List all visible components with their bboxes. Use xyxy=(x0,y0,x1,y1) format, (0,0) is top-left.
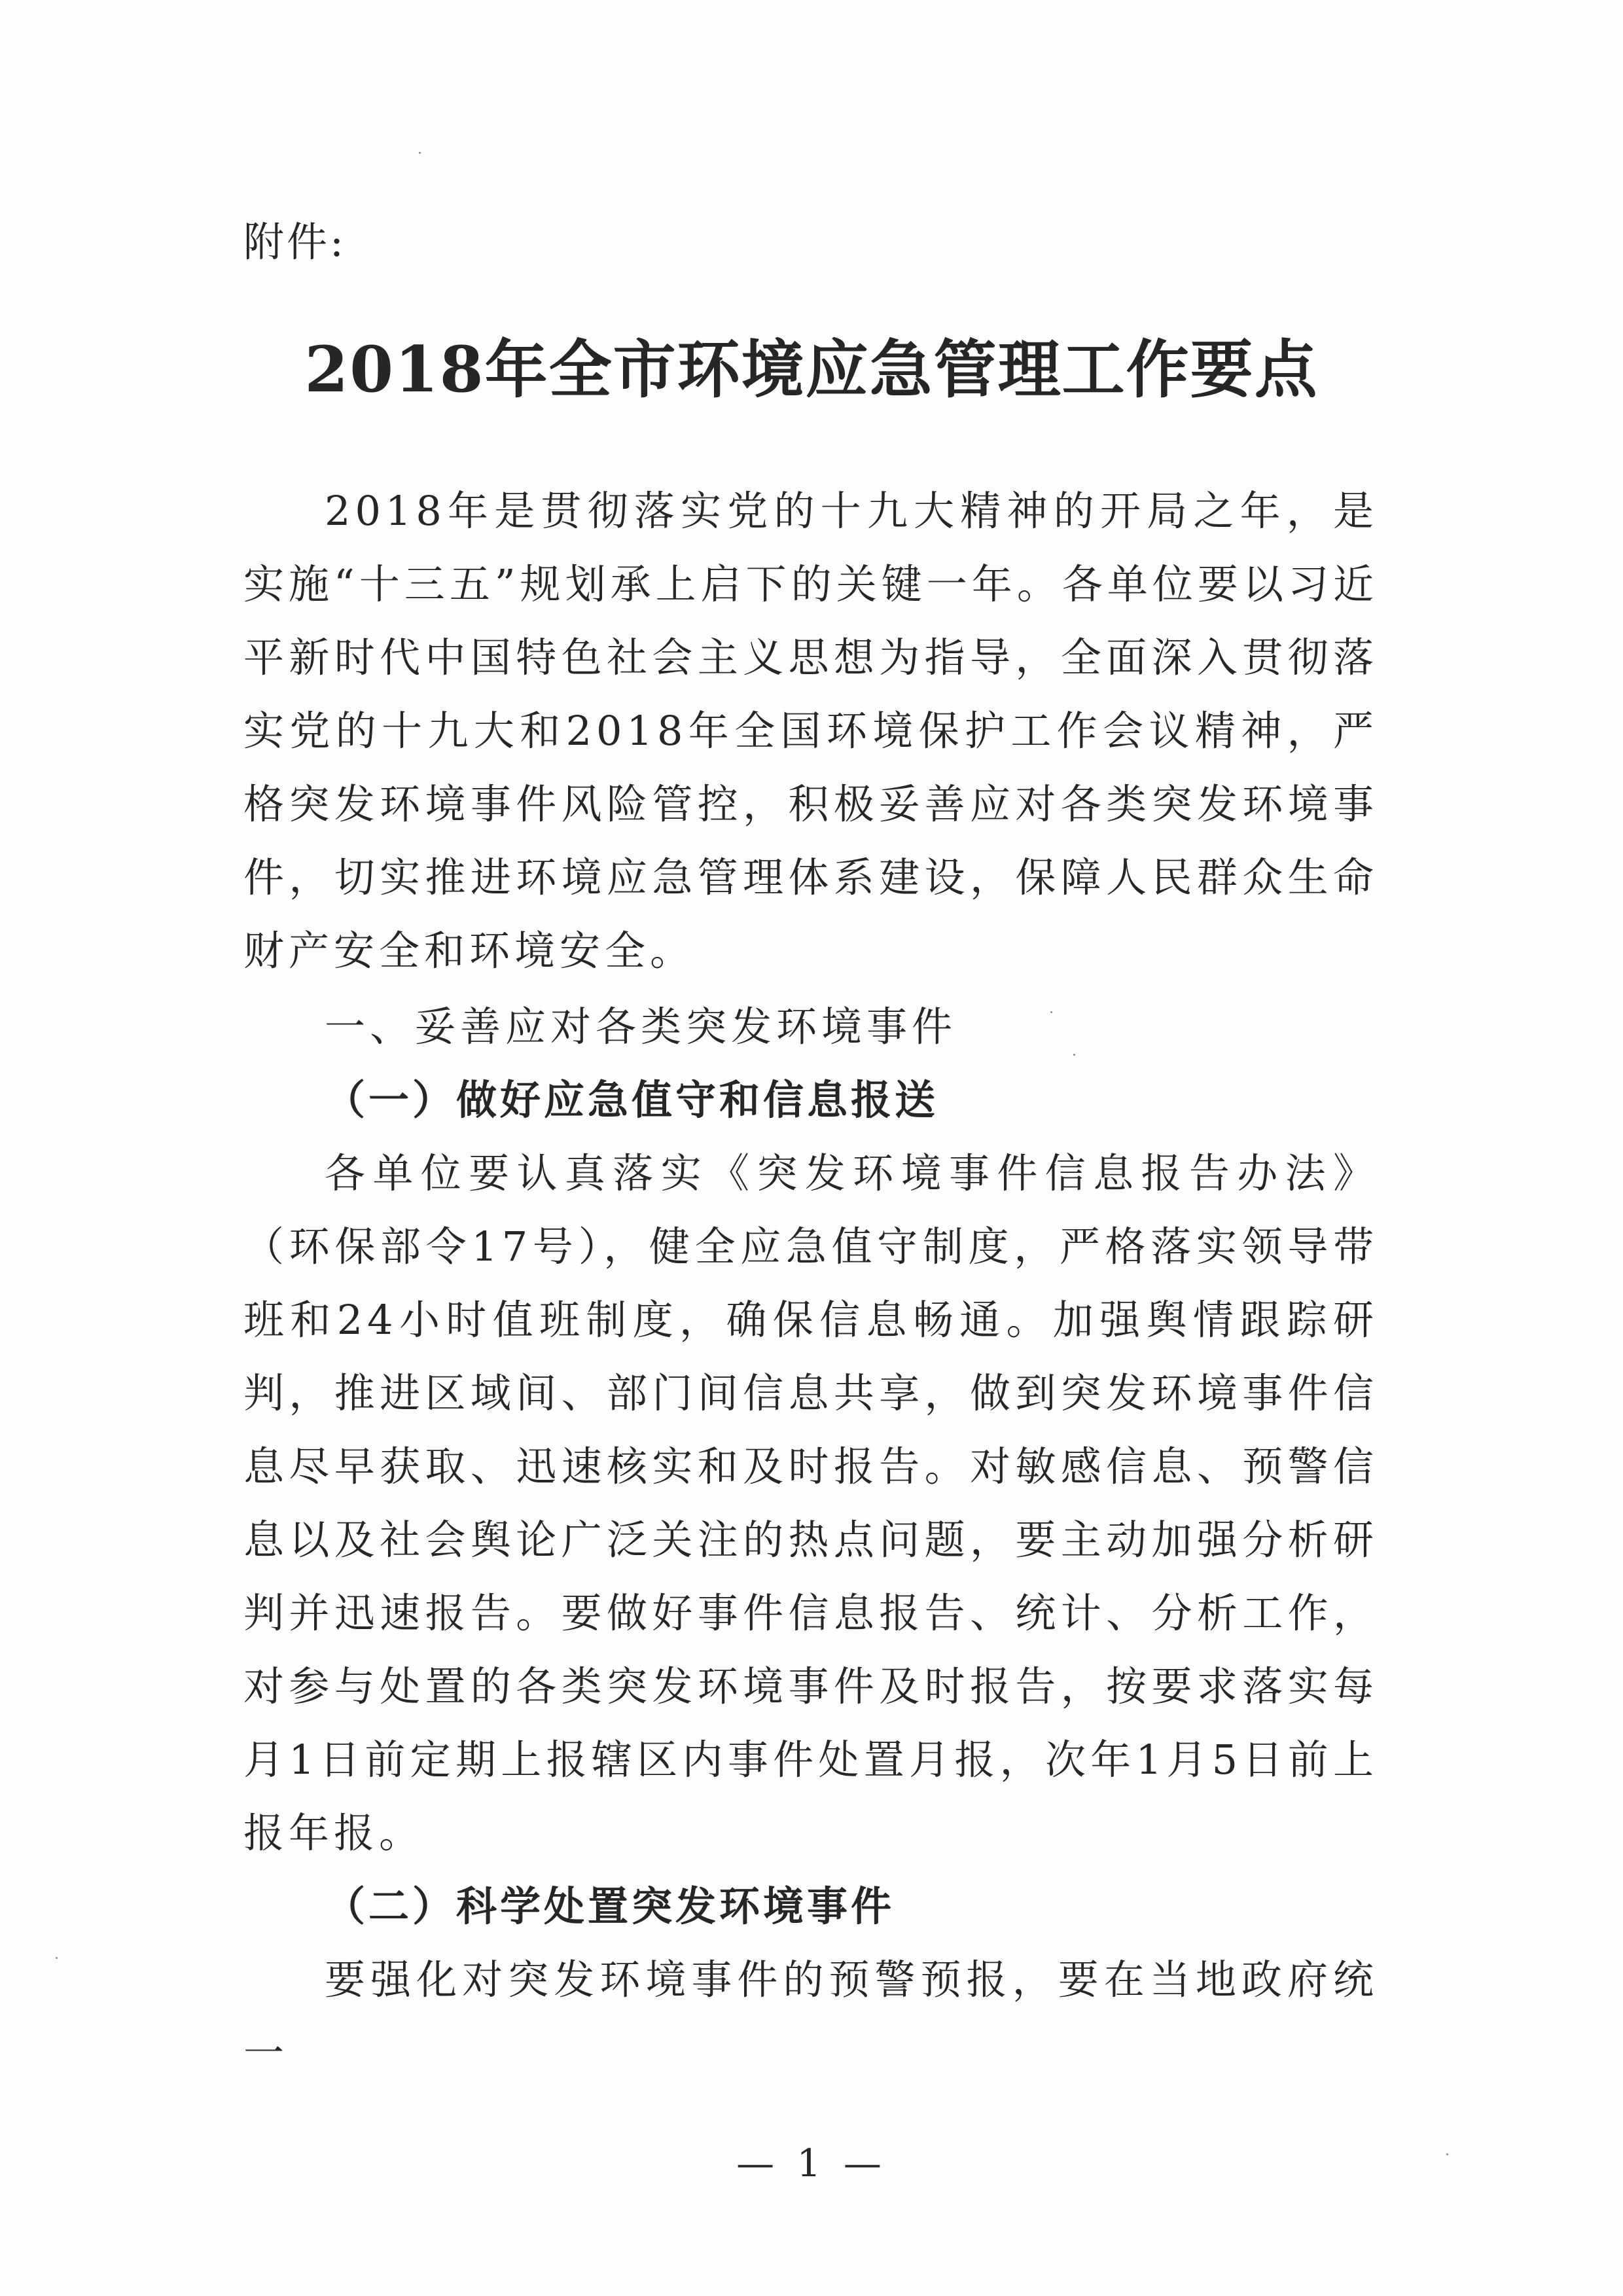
scan-speck xyxy=(1050,1011,1052,1013)
page-number: — 1 — xyxy=(736,2141,887,2185)
section-heading: 一、妥善应对各类突发环境事件 xyxy=(325,1003,957,1050)
subsection-paragraph: 要强化对突发环境事件的预警预报，要在当地政府统一 xyxy=(243,1956,1378,2077)
document-body xyxy=(243,475,1378,2090)
subsection-paragraph: 各单位要认真落实《突发环境事件信息报告办法》（环保部令17号），健全应急值守制度，严格落实领导带班和24小时值班制度，确保信息畅通。加强舆情跟踪研判，推进区域间、部门间信息共享，做到突发环境事件信息尽早获取、迅速核实和及时报告。对敏感信息、预警信息以及社会舆论广泛关注的热点问题，要主动加强分析研判并迅速报告。要做好事件信息报告、统计、分析工作，对参与处置的各类突发环境事件及时报告，按要求落实每月1日前定期上报辖区内事件处置月报，次年1月5日前上报年报。 xyxy=(243,1149,1378,1857)
intro-paragraph: 2018年是贯彻落实党的十九大精神的开局之年，是实施“十三五”规划承上启下的关键一年。各单位要以习近平新时代中国特色社会主义思想为指导，全面深入贯彻落实党的十九大和2018年全国环境保护工作会议精神，严格突发环境事件风险管控，积极妥善应对各类突发环境事件，切实推进环境应急管理体系建设，保障人民群众生命财产安全和环境安全。 xyxy=(243,487,1378,975)
subsection-heading: （二）科学处置突发环境事件 xyxy=(325,1882,895,1930)
scan-speck xyxy=(56,1957,58,1959)
scan-speck xyxy=(419,152,421,154)
subsection-heading: （一）做好应急值守和信息报送 xyxy=(325,1076,939,1124)
scan-speck xyxy=(1073,1054,1075,1056)
attachment-label: 附件: xyxy=(243,218,346,266)
document-title: 2018年全市环境应急管理工作要点 xyxy=(304,332,1319,406)
scan-speck xyxy=(1446,2153,1448,2155)
